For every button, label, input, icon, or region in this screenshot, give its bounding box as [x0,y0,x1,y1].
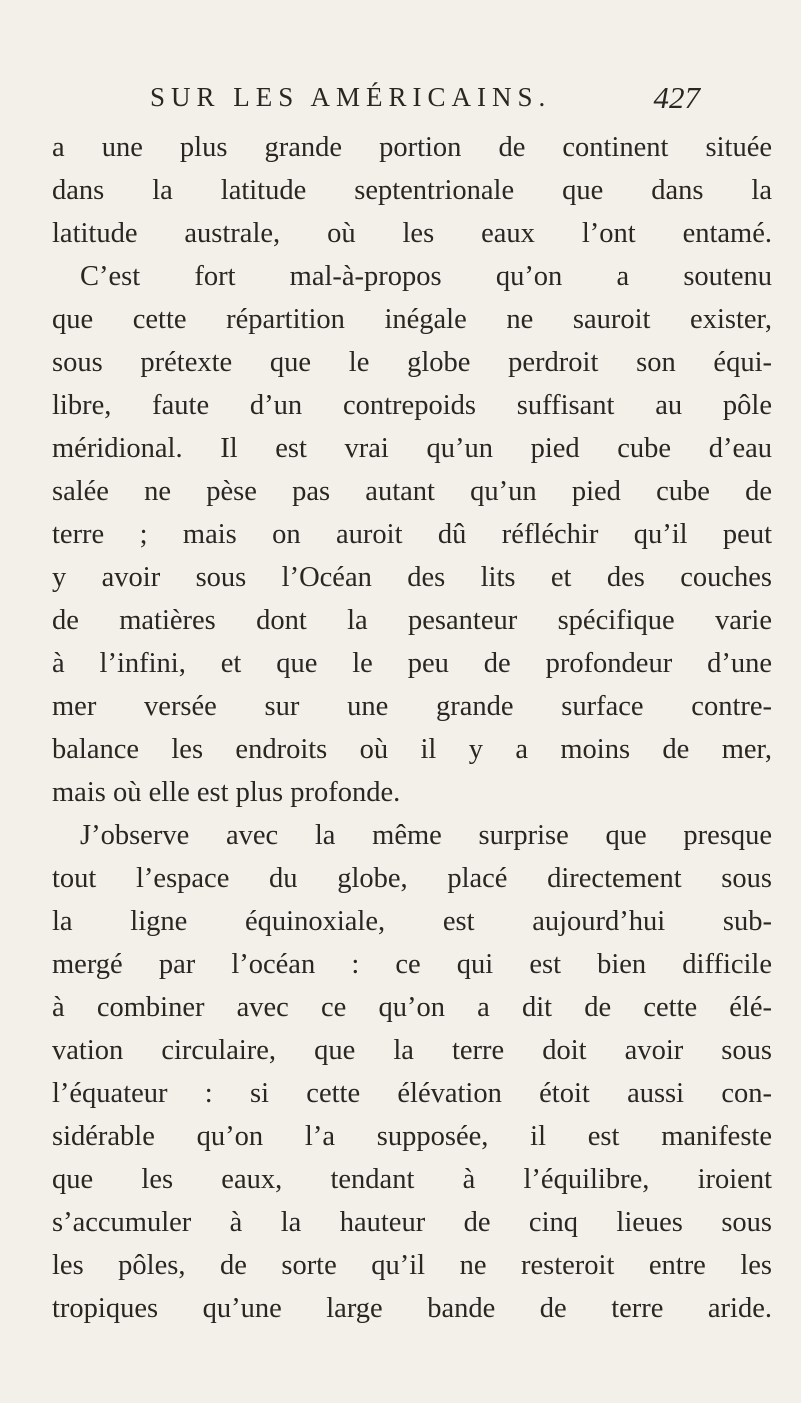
running-title: SUR LES AMÉRICAINS. [150,82,552,112]
text-line: terre ; mais on auroit dû réfléchir qu’il peut [52,519,772,550]
page-number: 427 [653,80,700,115]
text-line: à l’infini, et que le peu de profondeur d’une [52,648,772,679]
text-line: la ligne équinoxiale, est aujourd’hui sub- [52,906,772,937]
text-line: a une plus grande portion de continent située [52,132,772,163]
text-line: l’équateur : si cette élévation étoit aussi con- [52,1078,772,1109]
text-line: que les eaux, tendant à l’équilibre, iroient [52,1164,772,1195]
body-text [52,126,772,1330]
text-line: tout l’espace du globe, placé directement sous [52,863,772,894]
text-line: balance les endroits où il y a moins de mer, [52,734,772,765]
text-line: y avoir sous l’Océan des lits et des couches [52,562,772,593]
text-line: dans la latitude septentrionale que dans la [52,175,772,206]
text-line: libre, faute d’un contrepoids suffisant au pôle [52,390,772,421]
text-line: les pôles, de sorte qu’il ne resteroit entre les [52,1250,772,1281]
text-line: mais où elle est plus profonde. [52,777,401,808]
text-line: sidérable qu’on l’a supposée, il est manifeste [52,1121,772,1152]
text-line: sous prétexte que le globe perdroit son équi- [52,347,772,378]
text-line: mergé par l’océan : ce qui est bien difficile [52,949,772,980]
running-header [150,76,700,116]
text-line: à combiner avec ce qu’on a dit de cette élé- [52,992,772,1023]
text-line: que cette répartition inégale ne sauroit exister, [52,304,772,335]
text-line: s’accumuler à la hauteur de cinq lieues sous [52,1207,772,1238]
text-line: mer versée sur une grande surface contre- [52,691,772,722]
text-line: latitude australe, où les eaux l’ont entamé. [52,218,772,249]
text-line: méridional. Il est vrai qu’un pied cube d’eau [52,433,772,464]
text-line: J’observe avec la même surprise que presque [80,820,772,851]
text-line: vation circulaire, que la terre doit avoir sous [52,1035,772,1066]
text-line: de matières dont la pesanteur spécifique varie [52,605,772,636]
text-line: C’est fort mal-à-propos qu’on a soutenu [80,261,772,292]
text-line: tropiques qu’une large bande de terre aride. [52,1293,772,1324]
text-line: salée ne pèse pas autant qu’un pied cube de [52,476,772,507]
